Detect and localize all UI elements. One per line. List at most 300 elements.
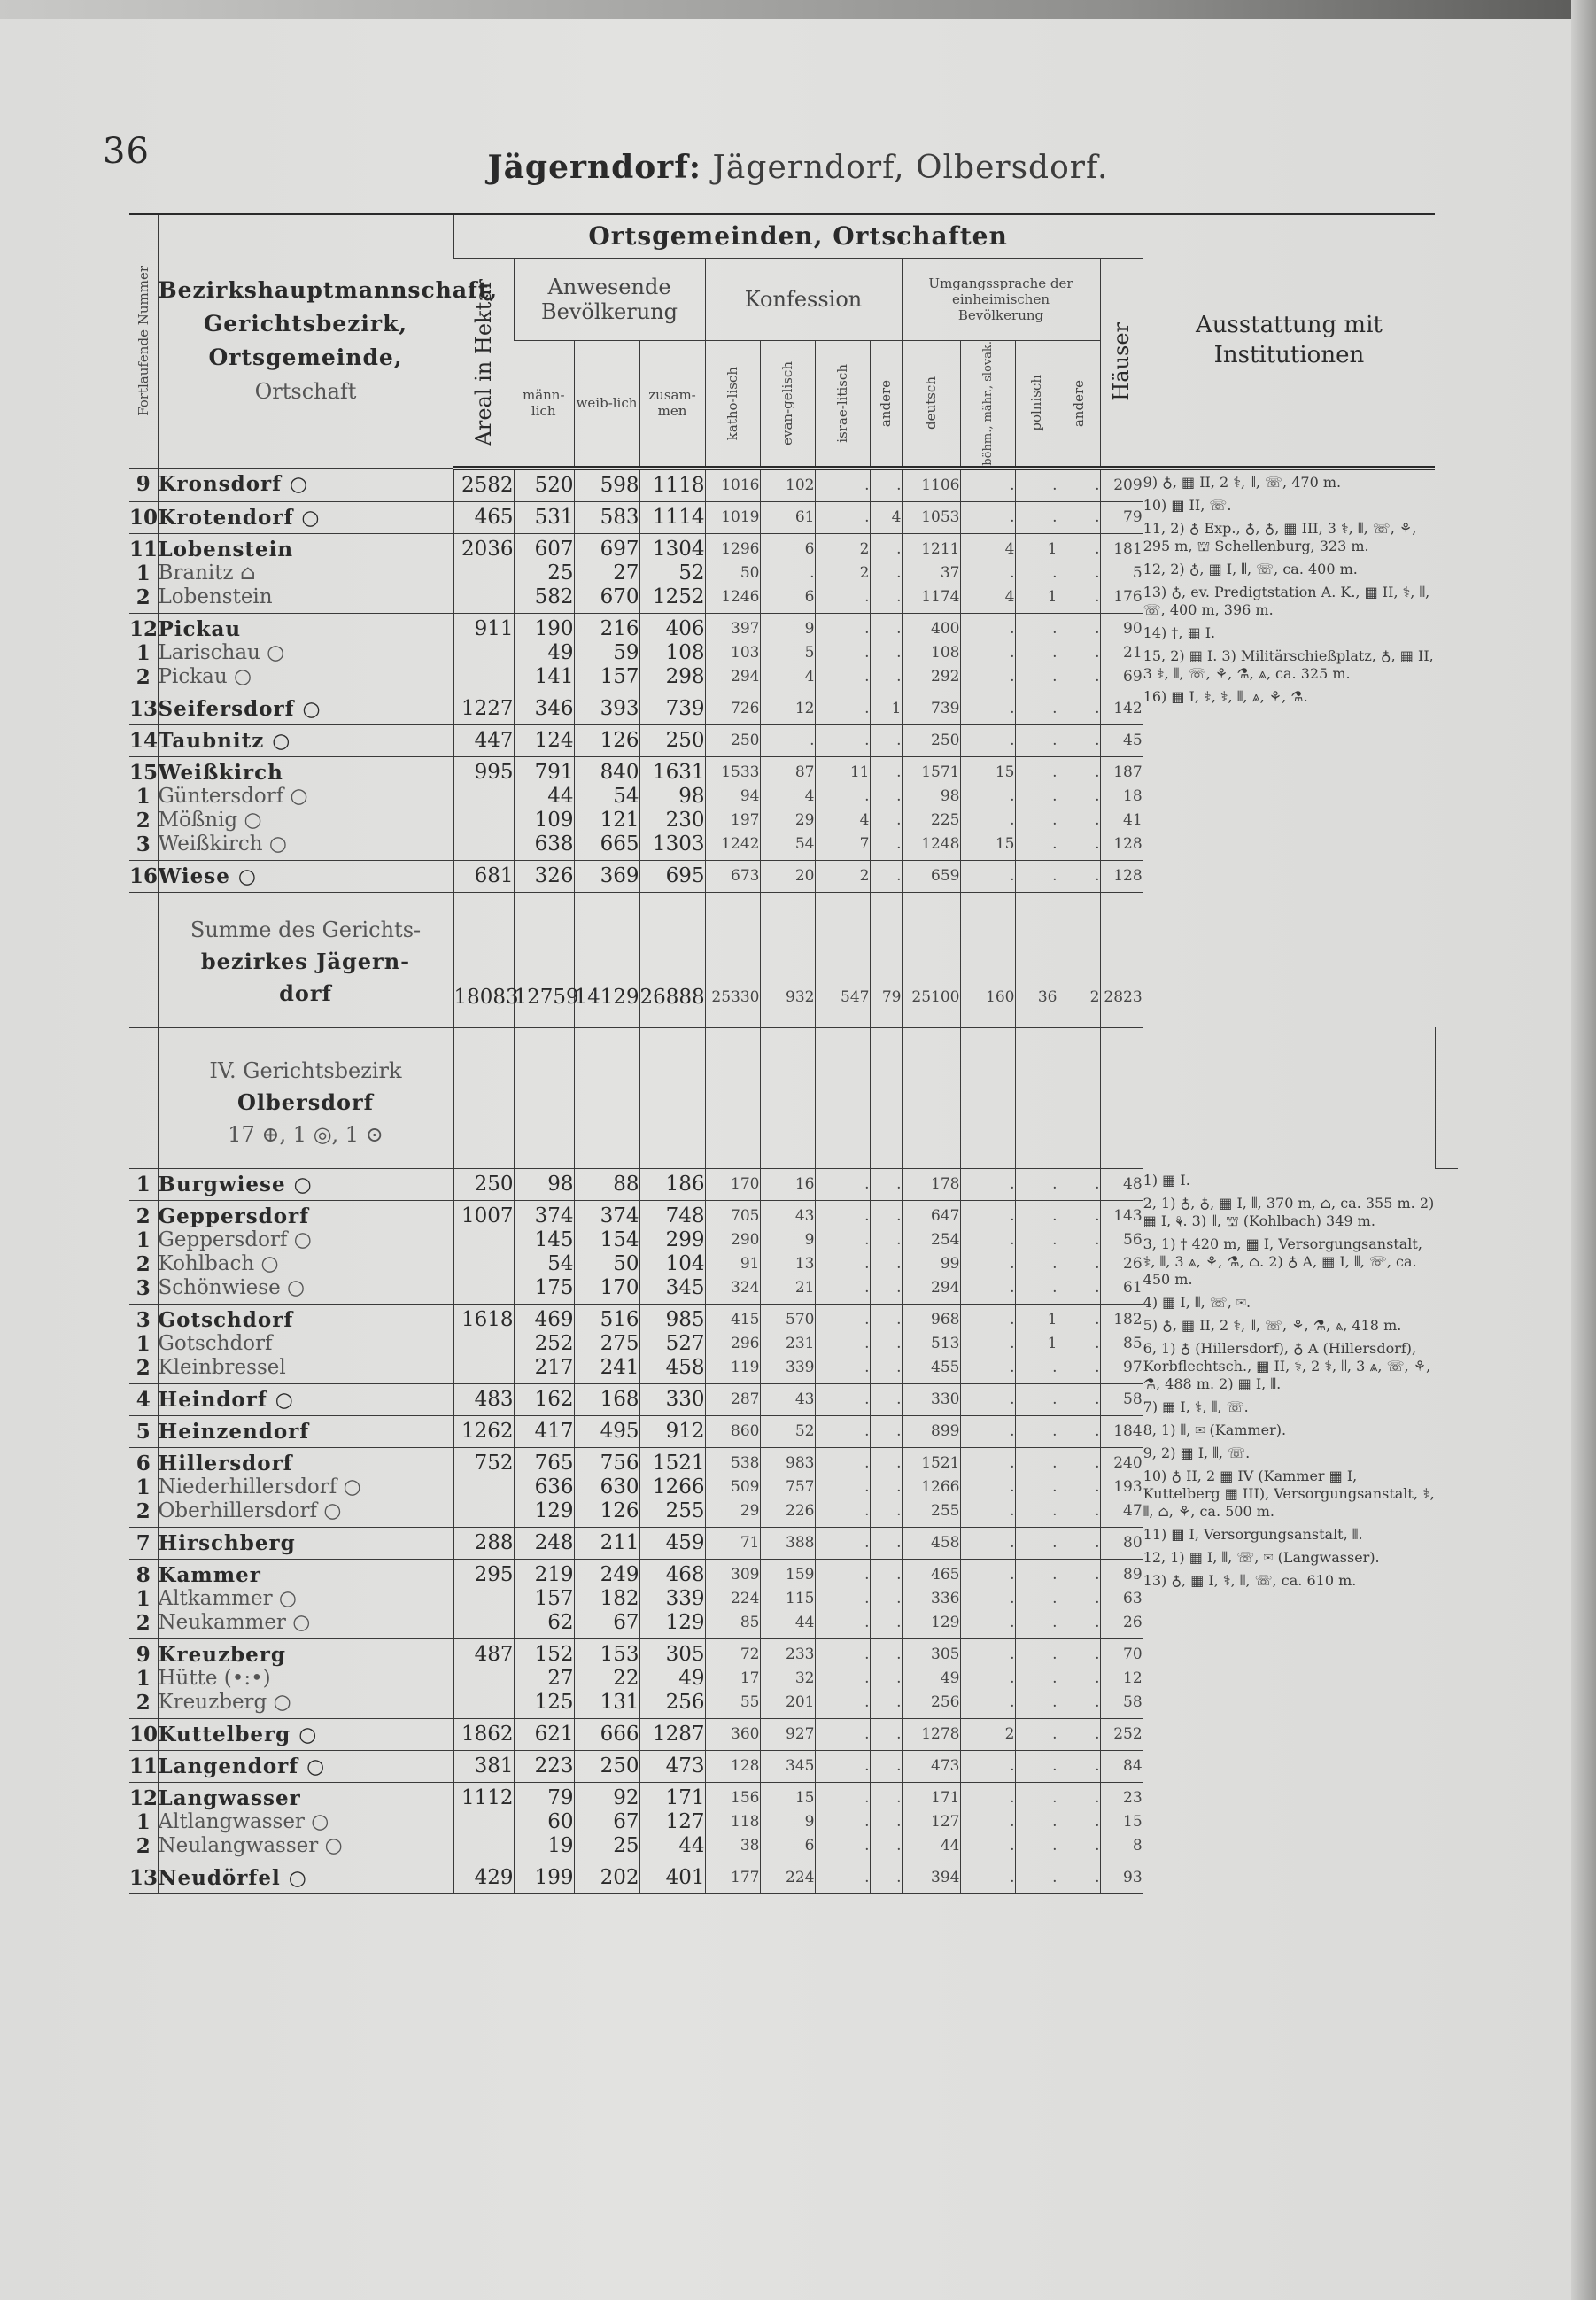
header-haeuser: Häuser [1100,259,1143,469]
cell-line: Geppersdorf [158,1204,310,1228]
cell-kath [705,1782,760,1862]
cell-line: . [1095,1868,1100,1886]
institution-entry: 8, 1) ⫴, ✉ (Kammer). [1143,1421,1287,1439]
table-row [129,1168,1458,1200]
cell-line: . [864,1254,870,1273]
cell-line: 36 [1037,987,1058,1006]
cell-line: 393 [600,696,639,720]
header-bezirk: Bezirkshauptmannschaft, Gerichtsbezirk, Ortsgemeinde, Ortschaft [158,214,453,469]
cell-h [1100,1527,1143,1559]
cell-line: . [1010,1421,1015,1440]
running-head [0,149,1596,186]
cell-isr [815,1200,870,1304]
cell-pol [1015,1718,1058,1750]
cell-line: 93 [1123,1868,1143,1886]
row-name [158,468,453,501]
cell-line: 182 [1113,1310,1143,1328]
cell-line: Altlangwasser ○ [158,1809,329,1833]
cell-line: . [864,1589,870,1607]
cell-and2 [1058,1750,1100,1782]
cell-line: 1211 [921,539,960,558]
cell-line: 287 [731,1390,760,1408]
cell-and [870,1415,902,1447]
cell-line: . [864,1724,870,1743]
cell-line: 154 [600,1227,639,1251]
cell-line: 1252 [652,585,705,608]
cell-line: 12 [129,616,159,641]
row-name [158,1782,453,1862]
summary-z [639,892,705,1027]
cell-line: 983 [786,1453,815,1472]
cell-line: 2 [136,585,151,609]
row-name [158,1862,453,1893]
cell-line: . [1095,1565,1100,1584]
cell-line: . [896,1565,902,1584]
cell-line: 9 [804,1230,815,1249]
cell-line: 121 [600,808,639,832]
cell-dt [902,1750,960,1782]
empty-cell [514,1027,574,1168]
cell-line: 1 [136,1666,151,1691]
cell-line: 26 [1123,1613,1143,1631]
cell-w [574,468,639,501]
cell-and [870,724,902,756]
cell-line: 1 [136,640,151,665]
cell-line: . [1095,731,1100,749]
cell-h [1100,1168,1143,1200]
cell-and2 [1058,533,1100,613]
cell-line: . [1052,1206,1058,1225]
cell-line: 5 [136,1419,151,1444]
cell-areal [453,1304,514,1383]
cell-line: 61 [794,507,815,526]
cell-line: 209 [1113,476,1143,494]
cell-line: . [864,1836,870,1855]
institution-entry: 6, 1) ♁ (Hillersdorf), ♁ A (Hillersdorf), Korbflechtsch., ▦ II, ⚕, 2 ⚕, ⫴, 3 ⩓, ☏, ⚘, ⚗, 488 m. 2) ▦ I, ⫴. [1143,1340,1431,1393]
cell-pol [1015,468,1058,501]
cell-line: . [1052,763,1058,781]
cell-line: 119 [731,1358,760,1376]
cell-line: 156 [731,1788,760,1807]
cell-m [514,1168,574,1200]
row-name [158,860,453,892]
cell-m [514,1750,574,1782]
cell-areal [453,1527,514,1559]
cell-and2 [1058,693,1100,724]
cell-kath [705,1304,760,1383]
cell-line: 4 [859,810,870,829]
cell-line: . [1052,1174,1058,1193]
cell-line: 607 [534,537,574,561]
cell-line: 1248 [921,834,960,853]
cell-line: 249 [600,1562,639,1586]
cell-line: 25100 [911,987,960,1006]
cell-line: . [864,1645,870,1663]
cell-line: 336 [931,1589,960,1607]
cell-line: 11 [129,1754,159,1778]
district-heading-line1: IV. Gerichtsbezirk [209,1057,402,1083]
cell-w [574,1200,639,1304]
cell-line: 60 [547,1809,574,1833]
cell-z [639,1559,705,1638]
institution-entry: 15, 2) ▦ I. 3) Militärschießplatz, ♁, ▦ II, 3 ⚕, ⫴, ☏, ⚘, ⚗, ⩓, ca. 325 m. [1143,647,1434,682]
cell-line: 1 [136,784,151,809]
cell-line: 252 [534,1331,574,1355]
cell-line: 1 [891,699,902,717]
cell-h [1100,613,1143,693]
cell-line: 495 [600,1419,639,1443]
cell-ev [760,1447,815,1527]
cell-w [574,1750,639,1782]
cell-line: 14129 [574,985,639,1009]
cell-line: 638 [534,832,574,856]
cell-line: . [896,1174,902,1193]
cell-line: 217 [534,1355,574,1379]
row-number [129,756,158,860]
cell-bo [960,693,1015,724]
cell-line: Güntersdorf ○ [158,784,308,808]
cell-line: 647 [931,1206,960,1225]
cell-pol [1015,1862,1058,1893]
cell-isr [815,468,870,501]
cell-line: . [1052,1254,1058,1273]
cell-line: . [864,1358,870,1376]
cell-line: 324 [731,1278,760,1297]
cell-kath [705,1383,760,1415]
cell-line: . [1010,1390,1015,1408]
cell-line: 1118 [652,473,705,497]
cell-line: . [896,1501,902,1520]
cell-line: Lobenstein [158,585,273,608]
cell-line: . [1052,1812,1058,1831]
header-evangelisch: evan-gelisch [760,341,815,469]
cell-line: . [1095,1453,1100,1472]
cell-line: 52 [678,561,705,585]
cell-line: Taubnitz ○ [158,728,291,753]
cell-line: 129 [534,1498,574,1522]
cell-line: 345 [665,1275,705,1299]
row-name [158,1718,453,1750]
cell-line: 791 [534,760,574,784]
cell-w [574,1718,639,1750]
cell-line: 1242 [721,834,760,853]
cell-line: 70 [1123,1645,1143,1663]
cell-line: . [1010,786,1015,805]
cell-line: . [864,1613,870,1631]
cell-line: 2 [136,664,151,689]
cell-line: 374 [534,1204,574,1227]
cell-line: 1304 [652,537,705,561]
cell-line: . [1052,1501,1058,1520]
cell-line: . [1052,1613,1058,1631]
cell-line: 2 [859,866,870,885]
cell-line: 1862 [461,1722,514,1746]
cell-line: 12 [1123,1669,1143,1687]
cell-line: 469 [534,1307,574,1331]
summary-isr [815,892,870,1027]
cell-line: . [896,1868,902,1886]
cell-areal [453,756,514,860]
cell-and2 [1058,1168,1100,1200]
cell-line: 62 [547,1610,574,1634]
cell-line: 388 [786,1533,815,1552]
cell-line: 255 [665,1498,705,1522]
cell-line: Geppersdorf ○ [158,1227,312,1251]
cell-line: 126 [600,728,639,752]
cell-line: 202 [600,1865,639,1889]
cell-ev [760,1750,815,1782]
cell-line: 79 [547,1785,574,1809]
cell-w [574,693,639,724]
institution-entry: 5) ♁, ▦ II, 2 ⚕, ⫴, ☏, ⚘, ⚗, ⩓, 418 m. [1143,1317,1402,1335]
cell-line: 899 [931,1421,960,1440]
cell-line: . [1095,1756,1100,1775]
cell-h [1100,756,1143,860]
cell-and2 [1058,1447,1100,1527]
cell-line: 995 [474,760,514,784]
cell-line: Oberhillersdorf ○ [158,1498,342,1522]
cell-line: 360 [731,1724,760,1743]
cell-and2 [1058,1782,1100,1862]
cell-pol [1015,1527,1058,1559]
cell-line: 12 [129,1785,159,1810]
cell-line: 397 [731,619,760,638]
cell-line: 233 [786,1645,815,1663]
cell-line: 2582 [461,473,514,497]
cell-line: Pickau ○ [158,664,252,688]
cell-line: . [1095,1788,1100,1807]
cell-line: 108 [931,643,960,662]
cell-line: . [896,1836,902,1855]
cell-line: 1533 [721,763,760,781]
cell-line: 630 [600,1475,639,1498]
cell-kath [705,1415,760,1447]
cell-line: 255 [931,1501,960,1520]
empty-cell [1100,1027,1143,1168]
cell-line: . [1095,1645,1100,1663]
cell-line: 254 [931,1230,960,1249]
cell-line: . [896,643,902,662]
cell-ev [760,501,815,533]
cell-w [574,1527,639,1559]
cell-line: . [1052,1477,1058,1496]
cell-line: 2 [136,1833,151,1858]
cell-line: 79 [881,987,902,1006]
cell-ev [760,756,815,860]
cell-line: . [864,476,870,494]
cell-line: 168 [600,1387,639,1411]
cell-dt [902,501,960,533]
cell-line: 598 [600,473,639,497]
row-number [129,613,158,693]
cell-line: 11 [849,763,870,781]
cell-ev [760,1718,815,1750]
header-polnisch: polnisch [1015,341,1058,469]
cell-line: . [896,1669,902,1687]
header-zusammen: zusam-men [639,341,705,469]
row-number [129,533,158,613]
summary-number [129,892,158,1027]
cell-line: 394 [931,1868,960,1886]
cell-dt [902,1559,960,1638]
row-number [129,1862,158,1893]
cell-line: 15 [794,1788,815,1807]
cell-line: . [864,1334,870,1352]
cell-line: Mößnig ○ [158,808,262,832]
cell-line: 13 [129,1865,159,1890]
cell-line: 290 [731,1230,760,1249]
cell-line: 170 [600,1275,639,1299]
cell-m [514,693,574,724]
cell-line: 739 [665,696,705,720]
cell-line: . [1052,1589,1058,1607]
institutions-cell [1143,1168,1435,1893]
cell-line: 473 [665,1754,705,1777]
cell-line: 11 [129,537,159,561]
cell-line: 20 [794,866,815,885]
cell-line: 1618 [461,1307,514,1331]
cell-and [870,756,902,860]
cell-line: 295 [474,1562,514,1586]
header-areal: Areal in Hektar [453,259,514,469]
cell-line: 6 [804,1836,815,1855]
cell-line: 109 [534,808,574,832]
cell-line: 90 [1123,619,1143,638]
cell-pol [1015,1304,1058,1383]
cell-line: . [1052,1453,1058,1472]
cell-line: 3 [136,1275,151,1300]
cell-pol [1015,1200,1058,1304]
cell-line: 726 [731,699,760,717]
row-name [158,1415,453,1447]
cell-line: 103 [731,643,760,662]
header-ortsgemeinden: Ortsgemeinden, Ortschaften [453,214,1143,259]
row-number [129,1304,158,1383]
cell-line: . [1010,1669,1015,1687]
cell-areal [453,468,514,501]
cell-line: 256 [665,1690,705,1714]
cell-line: 911 [474,616,514,640]
row-number [129,1559,158,1638]
header-deutsch: deutsch [902,341,960,469]
cell-line: 1106 [921,476,960,494]
cell-and [870,613,902,693]
cell-dt [902,1718,960,1750]
cell-pol [1015,1447,1058,1527]
cell-line: 25 [547,561,574,585]
cell-line: . [864,1788,870,1807]
cell-line: . [1010,1812,1015,1831]
cell-line: 230 [665,808,705,832]
cell-line: Seifersdorf ○ [158,696,322,721]
cell-line: 17 [740,1669,760,1687]
cell-m [514,1862,574,1893]
row-number [129,1527,158,1559]
cell-areal [453,1782,514,1862]
row-number [129,1447,158,1527]
empty-cell [1015,1027,1058,1168]
cell-dt [902,724,960,756]
cell-line: 21 [1123,643,1143,662]
cell-line: . [1095,476,1100,494]
cell-line: 927 [786,1724,815,1743]
summary-kath [705,892,760,1027]
cell-line: 1227 [461,696,514,720]
cell-line: . [1095,834,1100,853]
cell-m [514,1304,574,1383]
cell-line: . [896,1756,902,1775]
cell-line: 369 [600,863,639,887]
cell-line: 186 [665,1172,705,1196]
cell-line: 25 [613,1833,639,1857]
cell-line: . [864,1812,870,1831]
cell-line: . [896,1724,902,1743]
cell-bo [960,860,1015,892]
cell-h [1100,501,1143,533]
cell-kath [705,1862,760,1893]
cell-and [870,1383,902,1415]
cell-m [514,1718,574,1750]
cell-line: 67 [613,1809,639,1833]
cell-line: 298 [665,664,705,688]
cell-m [514,501,574,533]
cell-dt [902,1862,960,1893]
cell-line: 160 [986,987,1015,1006]
cell-line: 1 [136,561,151,585]
cell-line: . [1010,1756,1015,1775]
cell-line: . [1095,1501,1100,1520]
cell-line: . [1052,1390,1058,1408]
cell-line: 225 [931,810,960,829]
cell-ev [760,468,815,501]
cell-ev [760,860,815,892]
cell-z [639,533,705,613]
cell-line: . [896,619,902,638]
cell-w [574,1168,639,1200]
cell-m [514,1447,574,1527]
cell-line: 27 [613,561,639,585]
cell-line: . [1010,1358,1015,1376]
cell-line: . [864,1310,870,1328]
row-number [129,693,158,724]
cell-line: 80 [1123,1533,1143,1552]
cell-line: 765 [534,1451,574,1475]
cell-line: 455 [931,1358,960,1376]
cell-line: 128 [731,1756,760,1775]
cell-line: . [896,834,902,853]
cell-line: 41 [1123,810,1143,829]
empty-cell [453,1027,514,1168]
cell-line: . [1095,1812,1100,1831]
cell-line: . [896,1788,902,1807]
institution-entry: 11, 2) ♁ Exp., ♁, ♁, ▦ III, 3 ⚕, ⫴, ☏, ⚘, 295 m, ⛫ Schellenburg, 323 m. [1143,519,1417,554]
cell-isr [815,1447,870,1527]
cell-line: 181 [1113,539,1143,558]
cell-line: 487 [474,1642,514,1666]
cell-line: 159 [786,1565,815,1584]
cell-m [514,724,574,756]
cell-and2 [1058,1718,1100,1750]
cell-line: 2 [136,1204,151,1228]
institution-entry: 16) ▦ I, ⚕, ⚕, ⫴, ⩓, ⚘, ⚗. [1143,687,1308,705]
cell-line: 1287 [652,1722,705,1746]
cell-z [639,860,705,892]
cell-line: . [1010,1254,1015,1273]
cell-w [574,1415,639,1447]
institution-entry: 13) ♁, ev. Predigtstation A. K., ▦ II, ⚕, ⫴, ☏, 400 m, 396 m. [1143,583,1430,618]
cell-line: . [1010,1278,1015,1297]
cell-z [639,756,705,860]
